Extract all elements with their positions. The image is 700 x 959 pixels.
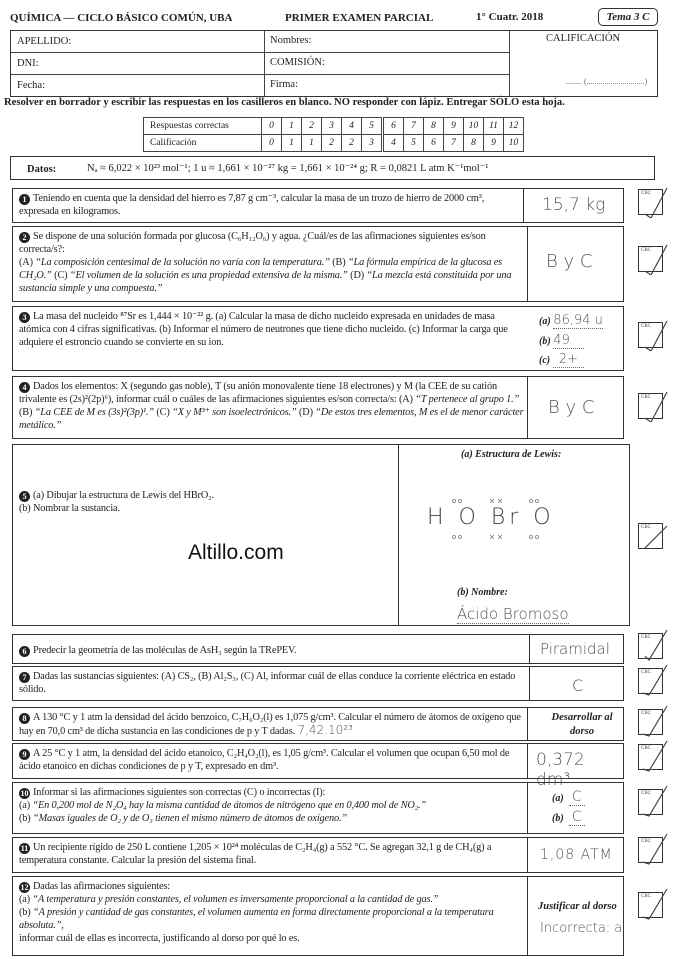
cbc-label: CBC xyxy=(641,248,652,253)
cell: 11 xyxy=(484,118,504,135)
question-number: 1 xyxy=(19,194,30,205)
cbc-check-box xyxy=(638,322,663,348)
datos-label: Datos: xyxy=(27,164,57,175)
cell: 10 xyxy=(464,118,484,135)
question-intro: Se dispone de una solución formada por glucosa (C₆H₁₂O₆) y agua. ¿Cuál/es de las afirmaciones siguientes es/son correcta/s?: xyxy=(19,231,486,255)
checkmark-icon xyxy=(639,704,671,738)
cell: 8 xyxy=(424,118,444,135)
question-text: A 25 °C y 1 atm, la densidad del ácido etanoico, C₂H₄O₂(l), es 1,05 g/cm³. Calcular el volumen que ocupan 6,50 mol de ácido etanoico en dichas condiciones de p y T, expresado en dm³. xyxy=(19,748,510,772)
cell: 1 xyxy=(302,135,322,152)
checkmark-icon xyxy=(639,388,671,422)
cbc-label: CBC xyxy=(641,839,652,844)
question-number: 10 xyxy=(20,789,29,798)
cell: 5 xyxy=(362,118,383,135)
calificacion-label: CALIFICACIÓN xyxy=(546,33,621,44)
cbc-check-box xyxy=(638,709,663,735)
answer-box[interactable] xyxy=(527,708,623,740)
grade-blank: ........ (.............................) xyxy=(566,77,648,86)
question-intro: Informar si las afirmaciones siguientes son correctas (C) o incorrectas (I): xyxy=(33,787,326,798)
score-table xyxy=(143,117,524,152)
question-text: La masa del nucleido ⁸⁷Sr es 1,444 × 10⁻²² g. (a) Calcular la masa de dicho nucleido expresada en unidades de masa atómica con 4 cifras significativas. (b) Informar el número de neutrones que tiene dicho nucleido. (c) Informar la carga que adquiere el estroncio cuando se convierte en su ion. xyxy=(19,311,508,348)
option-label: (b) xyxy=(19,907,31,918)
question-number: 2 xyxy=(19,232,30,243)
answer: 86,94 u xyxy=(553,313,603,328)
option-label: (A) xyxy=(19,257,33,268)
cell: 3 xyxy=(322,118,342,135)
answer-box[interactable] xyxy=(529,667,623,700)
instructions: Resolver en borrador y escribir las respuestas en los casilleros en blanco. NO responder con lápiz. Entregar SÓLO esta hoja. xyxy=(4,97,565,108)
dni-field[interactable]: DNI: xyxy=(17,58,39,69)
student-info-table xyxy=(10,30,658,97)
option-text: “De estos tres elementos, M es el de menor carácter metálico.” xyxy=(19,407,524,431)
exam-title: PRIMER EXAMEN PARCIAL xyxy=(285,12,434,24)
answer-box[interactable] xyxy=(527,838,623,872)
question-12 xyxy=(12,876,624,956)
answer-label: Desarrollar al dorso xyxy=(551,712,613,737)
question-intro: Dadas las afirmaciones siguientes: xyxy=(33,881,171,892)
cell: 0 xyxy=(262,135,282,152)
answer-box[interactable] xyxy=(527,877,623,955)
cell: 1 xyxy=(282,135,302,152)
question-text: Predecir la geometría de las moléculas de AsH₃ según la TRePEV. xyxy=(33,645,297,656)
answer-label: (c) xyxy=(539,355,551,366)
answer: 2+ xyxy=(553,352,584,368)
cbc-check-box xyxy=(638,246,663,272)
answer: 1,08 ATM xyxy=(540,847,613,863)
checkmark-icon xyxy=(639,518,671,552)
lewis-electron-dots-bottom xyxy=(427,533,577,541)
question-number: 4 xyxy=(19,382,30,393)
question-text: Dadas las sustancias siguientes: (A) CS₂, (B) Al₂S₃, (C) Al, informar cuál de ellas conduce la corriente eléctrica en estado sólido. xyxy=(19,671,516,695)
option-text: “X y M³⁺ son isoelectrónicos.” xyxy=(172,407,297,418)
score-row-grade xyxy=(144,135,524,152)
cbc-label: CBC xyxy=(641,525,652,530)
question-3 xyxy=(12,306,624,371)
question-2 xyxy=(12,226,624,302)
question-number: 7 xyxy=(19,672,30,683)
option-label: (C) xyxy=(54,270,68,281)
cell: 9 xyxy=(444,118,464,135)
question-7 xyxy=(12,666,624,701)
question-part-b: (b) Nombrar la sustancia. xyxy=(19,503,120,514)
answer-box[interactable] xyxy=(527,377,623,438)
cell: 2 xyxy=(302,118,322,135)
apellido-field[interactable]: APELLIDO: xyxy=(17,36,72,47)
question-number: 3 xyxy=(19,312,30,323)
checkmark-icon xyxy=(639,739,671,773)
cbc-label: CBC xyxy=(641,324,652,329)
question-9 xyxy=(12,743,624,790)
option-label: (C) xyxy=(156,407,170,418)
question-text: Un recipiente rígido de 250 L contiene 1,205 × 10²⁴ moléculas de C₂H₄(g) a 552 °C. Se agregan 32,1 g de CH₄(g) a temperatura constante. Calcular la presión del sistema final. xyxy=(19,842,492,866)
checkmark-icon xyxy=(639,887,671,921)
option-text: “La mezcla está constituida por una sustancia simple y una compuesta.” xyxy=(19,270,512,294)
option-label: (B) xyxy=(332,257,346,268)
answer-label: (b) xyxy=(552,813,564,824)
cell: 6 xyxy=(424,135,444,152)
cbc-label: CBC xyxy=(641,791,652,796)
row-label: Calificación xyxy=(144,135,262,152)
cell: 7 xyxy=(404,118,424,135)
option-text: “T pertenece al grupo 1.” xyxy=(415,394,520,405)
question-intro: Dados los elementos: X (segundo gas noble), T (su anión monovalente tiene 18 electrones) y M (la CEE de su catión trivalente es (2s)²(2p)⁶), informar cuál o cuáles de las afirmaciones siguientes es/son correcta/s: xyxy=(19,381,497,405)
divider xyxy=(11,74,509,75)
answer: Incorrecta: a xyxy=(540,921,623,936)
checkmark-icon xyxy=(639,241,671,275)
cbc-check-box xyxy=(638,837,663,863)
answer: 49 xyxy=(553,333,584,349)
cbc-check-box xyxy=(638,892,663,918)
cell: 12 xyxy=(504,118,524,135)
option-label: (b) xyxy=(19,813,31,824)
question-number: 6 xyxy=(19,646,30,657)
cell: 4 xyxy=(383,135,404,152)
checkmark-icon xyxy=(639,832,671,866)
option-label: (B) xyxy=(19,407,33,418)
cell: 5 xyxy=(404,135,424,152)
answer-box[interactable] xyxy=(398,445,629,625)
cell: 0 xyxy=(262,118,282,135)
answer: C xyxy=(569,809,585,826)
answer: B y C xyxy=(548,397,595,418)
cell: 8 xyxy=(464,135,484,152)
cbc-label: CBC xyxy=(641,894,652,899)
answer: C xyxy=(572,676,584,695)
option-text: “La CEE de M es (3s)²(3p)¹.” xyxy=(34,407,154,418)
answer-label: (a) xyxy=(539,316,551,327)
datos-text: Nₐ ≈ 6,022 × 10²³ mol⁻¹; 1 u ≈ 1,661 × 10⁻²⁷ kg = 1,661 × 10⁻²⁴ g; R = 0,0821 L atm K⁻¹mol⁻¹ xyxy=(87,163,489,174)
answer-box[interactable] xyxy=(527,227,623,301)
question-number: 12 xyxy=(20,883,29,892)
answer: 15,7 kg xyxy=(542,195,606,215)
cbc-check-box xyxy=(638,189,663,215)
cbc-label: CBC xyxy=(641,395,652,400)
answer-label: Justificar al dorso xyxy=(538,901,617,912)
answer-label: (a) xyxy=(552,793,564,804)
answer: Ácido Bromoso xyxy=(457,605,569,623)
cell: 1 xyxy=(282,118,302,135)
question-outro: informar cuál de ellas es incorrecta, justificando al dorso por qué lo es. xyxy=(19,933,300,944)
question-4 xyxy=(12,376,624,439)
answer: Piramidal xyxy=(540,640,610,658)
cell: 4 xyxy=(342,118,362,135)
name-label: (b) Nombre: xyxy=(457,587,508,598)
divider xyxy=(11,52,509,53)
nombres-field[interactable]: Nombres: xyxy=(270,35,312,46)
option-text: “La composición centesimal de la solución no varía con la temperatura.” xyxy=(35,257,330,268)
option-text: “A temperatura y presión constantes, el volumen es inversamente proporcional a la cantidad de gas.” xyxy=(32,894,439,905)
term: 1° Cuatr. 2018 xyxy=(476,11,544,23)
question-number: 11 xyxy=(20,844,29,853)
checkmark-icon xyxy=(639,184,671,218)
checkmark-icon xyxy=(639,628,671,662)
cell: 3 xyxy=(362,135,383,152)
answer-box[interactable] xyxy=(527,783,623,833)
cbc-label: CBC xyxy=(641,746,652,751)
checkmark-icon xyxy=(639,784,671,818)
question-6 xyxy=(12,634,624,664)
answer-box[interactable] xyxy=(529,635,623,663)
answer-box[interactable] xyxy=(527,744,623,790)
option-text: “Masas iguales de O₂ y de O₃ tienen el mismo número de átomos de oxígeno.” xyxy=(33,813,347,824)
question-text: Teniendo en cuenta que la densidad del hierro es 7,87 g cm⁻³, calcular la masa de un trozo de hierro de 2000 cm³, expresada en kilogramos. xyxy=(19,193,485,217)
question-text: A 130 °C y 1 atm la densidad del ácido benzoico, C₇H₆O₂(l) es 1,075 g/cm³. Calcular el número de átomos de oxígeno que hay en 70,0 cm³ de dicha sustancia en las condiciones de p y T dadas. xyxy=(19,712,521,737)
cell: 10 xyxy=(504,135,524,152)
course-title: QUÍMICA — CICLO BÁSICO COMÚN, UBA xyxy=(10,12,233,24)
answer: 0,372 dm³ xyxy=(536,750,585,790)
comision-field[interactable]: COMISIÓN: xyxy=(270,57,325,68)
cell: 9 xyxy=(484,135,504,152)
checkmark-icon xyxy=(639,317,671,351)
firma-field[interactable]: Firma: xyxy=(270,79,298,90)
cbc-check-box xyxy=(638,523,663,549)
cbc-check-box xyxy=(638,789,663,815)
question-part-a: (a) Dibujar la estructura de Lewis del HBrO₂. xyxy=(33,490,214,501)
option-label: (D) xyxy=(350,270,365,281)
cbc-label: CBC xyxy=(641,670,652,675)
question-1 xyxy=(12,188,624,223)
question-number: 5 xyxy=(19,491,30,502)
handwritten-result: 7,42.10²³ xyxy=(297,723,353,737)
question-8 xyxy=(12,707,624,741)
option-text: “A presión y cantidad de gas constantes, el volumen aumenta en forma directamente proporcional a la temperatura absoluta.”, xyxy=(19,907,494,931)
cell: 2 xyxy=(342,135,362,152)
tema-badge: Tema 3 C xyxy=(598,8,658,26)
answer-label: (b) xyxy=(539,336,551,347)
option-text: “La fórmula empírica de la glucosa es CH₂O.” xyxy=(19,257,503,281)
option-text: “En 0,200 mol de N₂O₄ hay la misma cantidad de átomos de nitrógeno que en 0,400 mol de NO₂.” xyxy=(32,800,427,811)
checkmark-icon xyxy=(639,663,671,697)
fecha-field[interactable]: Fecha: xyxy=(17,80,45,91)
score-row-correct xyxy=(144,118,524,135)
cbc-label: CBC xyxy=(641,191,652,196)
answer: C xyxy=(569,789,585,806)
cell: 7 xyxy=(444,135,464,152)
question-5 xyxy=(12,444,630,626)
question-number: 8 xyxy=(19,713,30,724)
cbc-label: CBC xyxy=(641,635,652,640)
watermark: Altillo.com xyxy=(188,541,284,564)
cbc-check-box xyxy=(638,744,663,770)
row-label: Respuestas correctas xyxy=(144,118,262,135)
answer-box[interactable] xyxy=(527,307,623,370)
answer-box[interactable] xyxy=(523,189,623,222)
lewis-label: (a) Estructura de Lewis: xyxy=(461,449,562,460)
lewis-electron-dots-top xyxy=(427,497,577,505)
lewis-structure: H O Br O xyxy=(427,505,555,530)
datos-box xyxy=(10,156,655,180)
cell: 6 xyxy=(383,118,404,135)
question-11 xyxy=(12,837,624,873)
divider xyxy=(264,31,265,96)
cbc-label: CBC xyxy=(641,711,652,716)
option-label: (D) xyxy=(299,407,313,418)
cbc-check-box xyxy=(638,668,663,694)
cbc-check-box xyxy=(638,633,663,659)
answer: B y C xyxy=(546,251,593,272)
divider xyxy=(509,31,510,96)
cbc-check-box xyxy=(638,393,663,419)
cell: 2 xyxy=(322,135,342,152)
option-label: (a) xyxy=(19,894,30,905)
question-number: 9 xyxy=(19,749,30,760)
option-label: (A) xyxy=(398,394,413,405)
option-label: (a) xyxy=(19,800,30,811)
question-10 xyxy=(12,782,624,834)
option-text: “El volumen de la solución es una propiedad extensiva de la misma.” xyxy=(69,270,348,281)
